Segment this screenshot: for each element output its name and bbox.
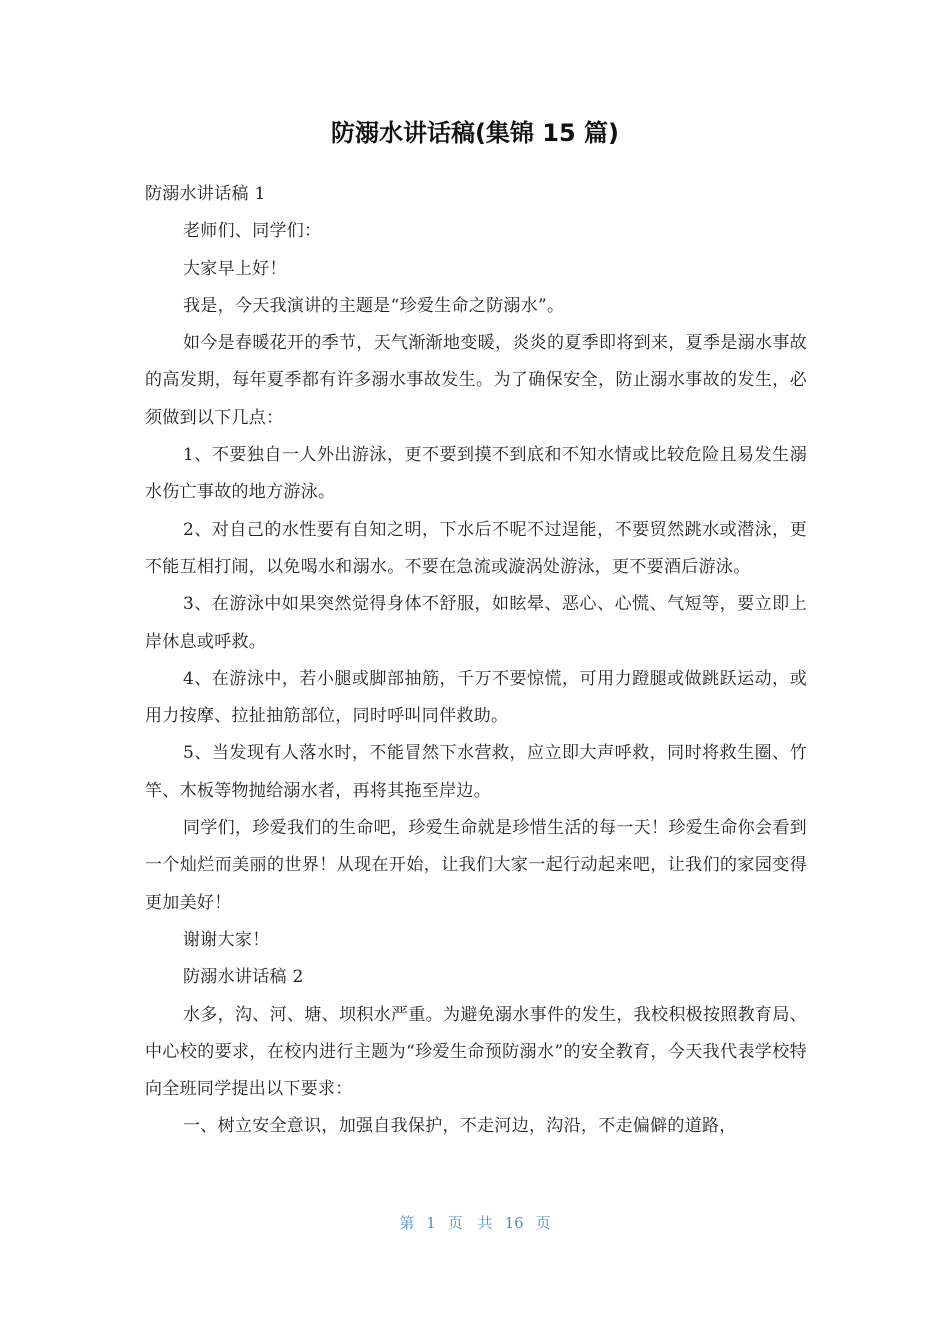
paragraph: 老师们、同学们：	[183, 221, 322, 242]
paragraph: 5、当发现有人落水时，不能冒然下水营救，应立即大声呼救，同时将救生圈、竹竿、木板等物抛给溺水者，再将其拖至岸边。	[145, 743, 807, 801]
page-footer	[0, 1212, 950, 1234]
paragraph: 4、在游泳中，若小腿或脚部抽筋，千万不要惊慌，可用力蹬腿或做跳跃运动，或用力按摩、拉扯抽筋部位，同时呼叫同伴救助。	[145, 668, 807, 727]
paragraph: 谢谢大家！	[183, 929, 270, 950]
footer-total-pages: 16	[504, 1214, 524, 1232]
section-heading: 防溺水讲话稿 2	[183, 967, 304, 988]
paragraph: 防溺水讲话稿 1	[145, 184, 266, 204]
paragraph: 大家早上好！	[183, 258, 287, 279]
document-title: 防溺水讲话稿(集锦 15 篇)	[330, 119, 620, 147]
footer-label-pages: 页	[535, 1214, 551, 1232]
paragraph: 一、树立安全意识，加强自我保护，不走河边，沟沿，不走偏僻的道路，	[183, 1116, 737, 1137]
footer-current-page: 1	[426, 1214, 436, 1232]
paragraph: 如今是春暖花开的季节，天气渐渐地变暖，炎炎的夏季即将到来，夏季是溺水事故的高发期，每年夏季都有许多溺水事故发生。为了确保安全，防止溺水事故的发生，必须做到以下几点：	[145, 333, 807, 428]
paragraph: 3、在游泳中如果突然觉得身体不舒服，如眩晕、恶心、心慌、气短等，要立即上岸休息或呼救。	[145, 594, 807, 652]
document-body	[145, 176, 807, 1146]
paragraph: 同学们，珍爱我们的生命吧，珍爱生命就是珍惜生活的每一天！珍爱生命你会看到一个灿烂而美丽的世界！从现在开始，让我们大家一起行动起来吧，让我们的家园变得更加美好！	[145, 818, 807, 913]
footer-label-page: 第	[399, 1214, 415, 1232]
paragraph: 我是，今天我演讲的主题是“珍爱生命之防溺水”。	[183, 295, 565, 316]
paragraph: 水多，沟、河、塘、坝积水严重。为避免溺水事件的发生，我校积极按照教育局、中心校的要求，在校内进行主题为“珍爱生命预防溺水”的安全教育，今天我代表学校特向全班同学提出以下要求：	[145, 1004, 807, 1100]
paragraph: 1、不要独自一人外出游泳，更不要到摸不到底和不知水情或比较危险且易发生溺水伤亡事故的地方游泳。	[145, 445, 807, 503]
footer-label-of: 页 共	[447, 1214, 493, 1232]
paragraph: 2、对自己的水性要有自知之明，下水后不呢不过逞能，不要贸然跳水或潜泳，更不能互相打闹，以免喝水和溺水。不要在急流或漩涡处游泳，更不要酒后游泳。	[145, 519, 807, 577]
